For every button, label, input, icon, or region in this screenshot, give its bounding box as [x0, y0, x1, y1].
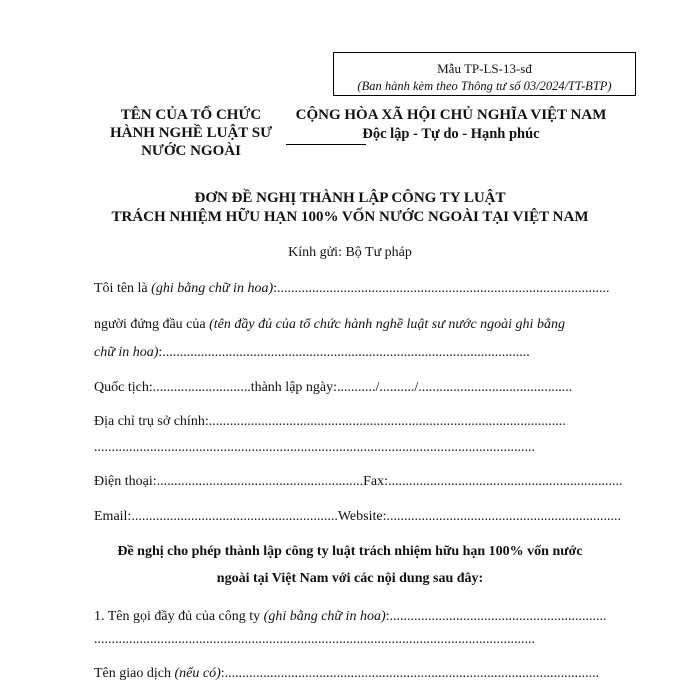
- org-name-line1: TÊN CỦA TỔ CHỨC: [120, 107, 262, 123]
- field-dots: :...............................................................................................: [273, 281, 610, 296]
- form-code-box: [333, 52, 636, 96]
- field-applicant-name[interactable]: [94, 281, 610, 297]
- field-hint: (nếu có): [174, 666, 221, 681]
- document-title-line1: ĐƠN ĐỀ NGHỊ THÀNH LẬP CÔNG TY LUẬT: [194, 190, 506, 206]
- field-label: người đứng đầu của: [94, 317, 210, 332]
- national-motto: Độc lập - Tự do - Hạnh phúc: [362, 126, 540, 142]
- field-phone-fax[interactable]: Điện thoại:...........................................................Fax:...................................................................: [94, 474, 623, 489]
- document-title-line2: TRÁCH NHIỆM HỮU HẠN 100% VỐN NƯỚC NGOÀI TẠI VIỆT NAM: [111, 209, 589, 225]
- field-label: Tôi tên là: [94, 281, 152, 296]
- request-line2: ngoài tại Việt Nam với các nội dung sau đây:: [216, 571, 484, 586]
- field-email-website[interactable]: Email:...........................................................Website:...................................................................: [94, 509, 621, 524]
- recipient: Kính gửi: Bộ Tư pháp: [288, 245, 412, 260]
- field-dots: :..............................................................: [385, 609, 607, 624]
- field-company-full-name[interactable]: [94, 609, 607, 625]
- field-head-office-address[interactable]: Địa chỉ trụ sở chính:......................................................................................................: [94, 414, 566, 429]
- field-trade-name[interactable]: [94, 666, 599, 682]
- republic-heading: CỘNG HÒA XÃ HỘI CHỦ NGHĨA VIỆT NAM: [295, 107, 607, 123]
- field-nationality-date[interactable]: Quốc tịch:............................thành lập ngày:.........../........../............................................: [94, 380, 573, 395]
- field-company-full-name-cont[interactable]: ..............................................................................................................................: [94, 632, 535, 647]
- field-label: 1. Tên gọi đầy đủ của công ty: [94, 609, 264, 624]
- form-issuance-note: (Ban hành kèm theo Thông tư số 03/2024/TT-BTP): [357, 79, 612, 93]
- field-hint: chữ in hoa): [94, 345, 159, 360]
- field-head-of-org[interactable]: [94, 317, 565, 333]
- org-name-line2: HÀNH NGHỀ LUẬT SƯ: [109, 125, 273, 141]
- field-head-of-org-cont[interactable]: [94, 345, 530, 361]
- field-head-office-address-cont[interactable]: ..............................................................................................................................: [94, 440, 535, 455]
- header-divider: [286, 144, 366, 145]
- field-dots: :.........................................................................................................: [158, 345, 530, 360]
- field-dots: :...........................................................................................................: [220, 666, 600, 681]
- field-hint: (tên đầy đủ của tổ chức hành nghề luật sư nước ngoài ghi bằng: [209, 317, 565, 332]
- field-hint: (ghi bằng chữ in hoa): [263, 609, 386, 624]
- form-code: Mẫu TP-LS-13-sđ: [437, 61, 532, 76]
- org-name-line3: NƯỚC NGOÀI: [141, 143, 241, 159]
- request-line1: Đề nghị cho phép thành lập công ty luật trách nhiệm hữu hạn 100% vốn nước: [117, 544, 583, 559]
- field-hint: (ghi bằng chữ in hoa): [151, 281, 274, 296]
- field-label: Tên giao dịch: [94, 666, 175, 681]
